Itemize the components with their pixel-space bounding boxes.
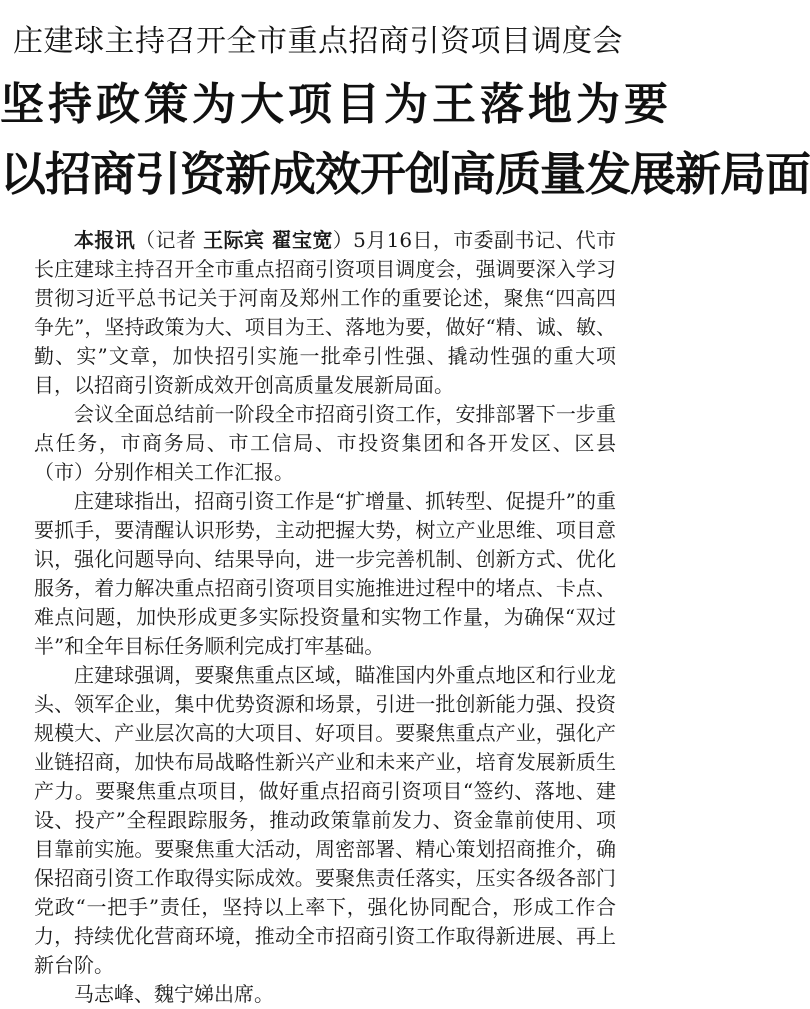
byline-close: ）	[332, 228, 354, 252]
article-subheadline: 庄建球主持召开全市重点招商引资项目调度会	[13, 24, 623, 59]
article-body	[34, 226, 616, 1009]
article-paragraph-3: 庄建球指出，招商引资工作是“扩增量、抓转型、促提升”的重要抓手，要清醒认识形势，主动把握大势，树立产业思维、项目意识，强化问题导向、结果导向，进一步完善机制、创新方式、优化服务，着力解决重点招商引资项目实施推进过程中的堵点、卡点、难点问题，加快形成更多实际投资量和实物工作量，为确保“双过半”和全年目标任务顺利完成打牢基础。	[34, 489, 616, 658]
paragraph-text: 5月16日，市委副书记、代市长庄建球主持召开全市重点招商引资项目调度会，强调要深入学习贯彻习近平总书记关于河南及郑州工作的重要论述，聚焦“四高四争先”，坚持政策为大、项目为王、落地为要，做好“精、诚、敏、勤、实”文章，加快招引实施一批牵引性强、撬动性强的重大项目，以招商引资新成效开创高质量发展新局面。	[34, 228, 617, 397]
article-headline-line-1: 坚持政策为大项目为王落地为要	[0, 79, 672, 130]
byline-label: 本报讯	[74, 228, 136, 252]
article-paragraph-1	[34, 226, 616, 400]
byline-reporters: 王际宾 翟宝宽	[203, 228, 333, 252]
byline-open: （记者	[135, 228, 204, 252]
article-headline-line-2: 以招商引资新成效开创高质量发展新局面	[0, 147, 810, 201]
article-paragraph-4: 庄建球强调，要聚焦重点区域，瞄准国内外重点地区和行业龙头、领军企业，集中优势资源和场景，引进一批创新能力强、投资规模大、产业层次高的大项目、好项目。要聚焦重点产业，强化产业链招商，加快布局战略性新兴产业和未来产业，培育发展新质生产力。要聚焦重点项目，做好重点招商引资项目“签约、落地、建设、投产”全程跟踪服务，推动政策靠前发力、资金靠前使用、项目靠前实施。要聚焦重大活动，周密部署、精心策划招商推介，确保招商引资工作取得实际成效。要聚焦责任落实，压实各级各部门党政“一把手”责任，坚持以上率下，强化协同配合，形成工作合力，持续优化营商环境，推动全市招商引资工作取得新进展、再上新台阶。	[34, 663, 616, 977]
article-paragraph-5: 马志峰、魏宁娣出席。	[74, 982, 274, 1006]
article-paragraph-2: 会议全面总结前一阶段全市招商引资工作，安排部署下一步重点任务，市商务局、市工信局、市投资集团和各开发区、区县（市）分别作相关工作汇报。	[34, 402, 616, 484]
